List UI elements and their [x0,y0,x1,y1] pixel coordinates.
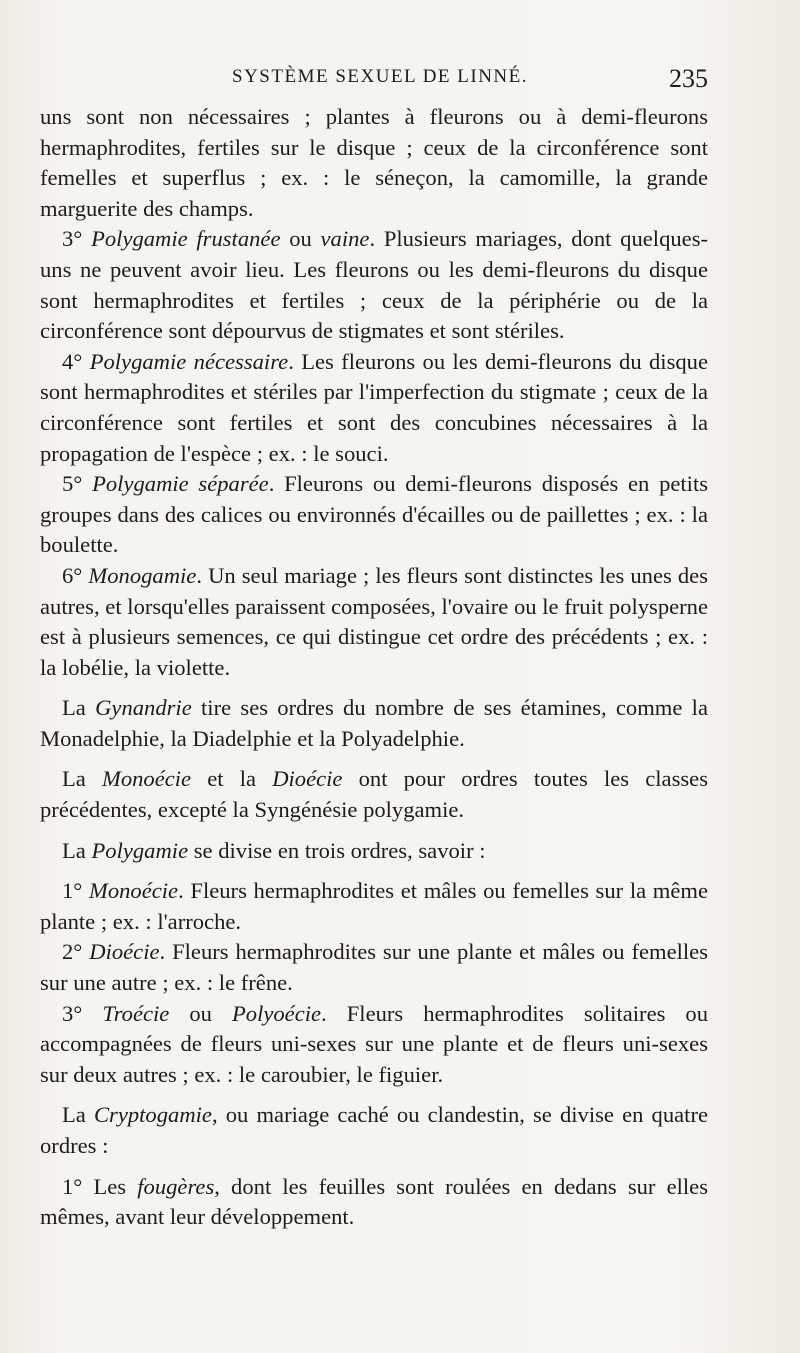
paragraph-p7: La Monoécie et la Dioécie ont pour ordres toutes les classes précédentes, excepté la Syngénésie polygamie. [40,766,708,823]
paragraph-p5: 6° Monogamie. Un seul mariage ; les fleurs sont distinctes les unes des autres, et lorsqu'elles paraissent composées, l'ovaire ou le fruit polysperne est à plusieurs semences, ce qui distingue cet ordre des précédents ; ex. : la lobélie, la violette. [40,562,708,680]
paragraph-p1: uns sont non nécessaires ; plantes à fleurons ou à demi-fleurons hermaphrodites, fertiles sur le disque ; ceux de la circonférence sont femelles et superflus ; ex. : le séneçon, la camomille, la grande marguerite des champs. [40,104,708,221]
paragraph-p10: 2° Dioécie. Fleurs hermaphrodites sur une plante et mâles ou femelles sur une autre ; ex. : le frêne. [40,939,708,996]
paragraph-p2: 3° Polygamie frustanée ou vaine. Plusieurs mariages, dont quelques-uns ne peuvent avoir lieu. Les fleurons ou les demi-fleurons du disque sont hermaphrodites et fertiles ; ceux de la périphérie ou de la circonférence sont dépourvus de stigmates et sont stériles. [40,226,709,344]
running-head-title: SYSTÈME SEXUEL DE LINNÉ. [232,66,528,87]
paragraph-p6: La Gynandrie tire ses ordres du nombre de ses étamines, comme la Monadelphie, la Diadelphie et la Polyadelphie. [40,695,708,751]
paragraph-p3: 4° Polygamie nécessaire. Les fleurons ou les demi-fleurons du disque sont hermaphrodites et stériles par l'imperfection du stigmate ; ceux de la circonférence sont fertiles et sont des concubines nécessaires à la propagation de l'espèce ; ex. : le souci. [40,348,708,466]
page-number: 235 [669,64,708,93]
paragraph-p4: 5° Polygamie séparée. Fleurons ou demi-fleurons disposés en petits groupes dans des calices ou environnés d'écailles ou de paillettes ; ex. : la boulette. [40,471,709,558]
paragraph-p8: La Polygamie se divise en trois ordres, savoir : [62,837,486,863]
running-head [40,64,708,94]
paragraph-p11: 3° Troécie ou Polyoécie. Fleurs hermaphrodites solitaires ou accompagnées de fleurs uni-sexes sur une plante et de fleurs uni-sexes sur deux autres ; ex. : le caroubier, le figuier. [40,1000,709,1087]
paragraph-p12: La Cryptogamie, ou mariage caché ou clandestin, se divise en quatre ordres : [40,1102,708,1158]
paragraph-p13: 1° Les fougères, dont les feuilles sont roulées en dedans sur elles mêmes, avant leur développement. [40,1173,708,1230]
paragraph-p9: 1° Monoécie. Fleurs hermaphrodites et mâles ou femelles sur la même plante ; ex. : l'arroche. [40,878,708,934]
body-text [40,102,708,1233]
